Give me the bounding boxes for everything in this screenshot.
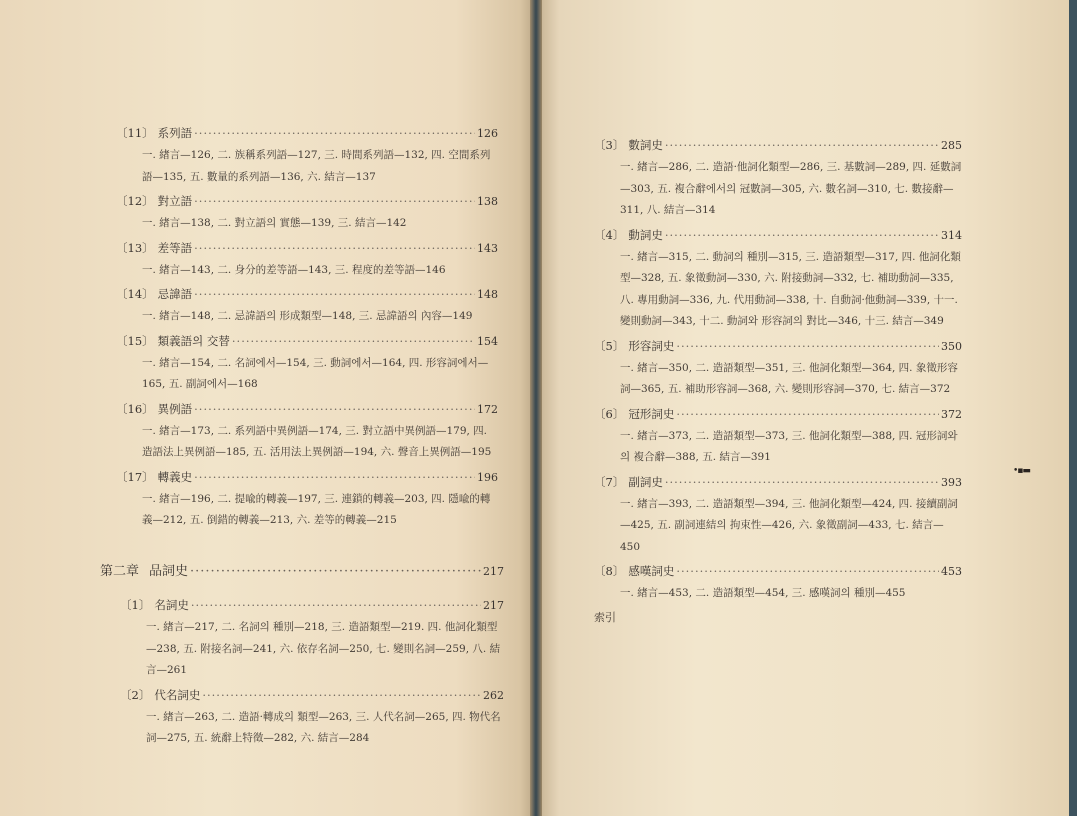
page-number: 138 xyxy=(477,195,498,208)
section-number: 〔17〕 xyxy=(116,469,154,484)
page-number: 154 xyxy=(477,334,498,348)
dot-leader xyxy=(676,403,939,425)
chapter-sections xyxy=(100,594,504,750)
section-title: 代名詞史 xyxy=(154,687,201,702)
page-number: 172 xyxy=(477,402,498,416)
dot-leader xyxy=(194,122,475,144)
index-label: 索引 xyxy=(594,610,616,624)
section-subitems: 一. 緖言—154, 二. 名詞에서—154, 三. 動詞에서—164, 四. 形容詞에서—165, 五. 副詞에서—168 xyxy=(142,356,489,390)
section-subitems: 一. 緖言—263, 二. 造語·轉成의 類型—263, 三. 人代名詞—265, 四. 物代名詞—275, 五. 統辭上特徵—282, 六. 結言—284 xyxy=(146,710,501,744)
section-subitems: 一. 緖言—173, 二. 系列語中異例語—174, 三. 對立語中異例語—179, 四. 造語法上異例語—185, 五. 活用法上異例語—194, 六. 聲音上異例語—195 xyxy=(142,424,492,458)
page-number: 372 xyxy=(941,407,962,421)
section-number: 〔14〕 xyxy=(116,287,154,301)
dot-leader xyxy=(665,134,939,156)
page-number: 148 xyxy=(477,288,498,301)
toc-entry-4 xyxy=(594,224,962,333)
toc-entry-1 xyxy=(120,594,504,682)
section-title: 數詞史 xyxy=(628,138,663,152)
dot-leader xyxy=(202,684,481,706)
section-number: 〔7〕 xyxy=(594,474,625,489)
section-number: 〔12〕 xyxy=(116,194,154,208)
page-number: 285 xyxy=(941,139,962,152)
dot-leader xyxy=(676,560,939,582)
toc-entry-17 xyxy=(116,466,498,532)
toc-entry-7 xyxy=(594,471,962,559)
section-number: 〔13〕 xyxy=(116,240,154,255)
page-number: 314 xyxy=(941,228,962,242)
section-title: 副詞史 xyxy=(628,474,663,489)
page-number: 350 xyxy=(941,339,962,353)
section-subitems: 一. 緖言—286, 二. 造語·他詞化類型—286, 三. 基數詞—289, 四. 延數詞—303, 五. 複合辭에서의 冠數詞—305, 六. 數名詞—310, 七. 數接辭—311, 八. 結言—314 xyxy=(620,161,962,216)
toc-entry-5 xyxy=(594,335,962,401)
page-number: 217 xyxy=(483,565,504,578)
section-title: 異例語 xyxy=(157,401,193,416)
section-number: 〔1〕 xyxy=(120,598,151,612)
section-subitems: 一. 緖言—196, 二. 提喩的轉義—197, 三. 連鎖的轉義—203, 四. 隱喩的轉義—212, 五. 倒錯的轉義—213, 六. 差等的轉義—215 xyxy=(142,492,491,526)
section-number: 〔15〕 xyxy=(116,333,154,348)
section-number: 〔4〕 xyxy=(594,227,625,242)
book-gutter xyxy=(530,0,542,816)
section-number: 〔11〕 xyxy=(116,126,154,140)
dot-leader xyxy=(665,224,939,246)
toc-entry-3 xyxy=(594,134,962,222)
dot-leader xyxy=(194,190,475,212)
toc-entry-8 xyxy=(594,560,962,605)
section-title: 對立語 xyxy=(157,194,193,208)
toc-entry-16 xyxy=(116,398,498,464)
dot-leader xyxy=(194,237,475,259)
toc-entry-14 xyxy=(116,283,498,328)
section-subitems: 一. 緖言—373, 二. 造語類型—373, 三. 他詞化類型—388, 四. 冠形詞와의 複合辭—388, 五. 結言—391 xyxy=(620,429,958,463)
section-title: 轉義史 xyxy=(157,469,193,484)
section-title: 名詞史 xyxy=(154,598,189,612)
dot-leader xyxy=(194,283,475,305)
page-number: 196 xyxy=(477,470,498,484)
toc-entry-13 xyxy=(116,237,498,282)
section-subitems: 一. 緖言—453, 二. 造語類型—454, 三. 感嘆詞의 種別—455 xyxy=(620,587,906,599)
page-number: 262 xyxy=(483,688,504,702)
section-number: 〔5〕 xyxy=(594,338,625,353)
toc-entry-15 xyxy=(116,330,498,396)
section-number: 〔6〕 xyxy=(594,406,625,421)
section-number: 〔3〕 xyxy=(594,138,625,152)
page-number: 453 xyxy=(941,565,962,578)
page-number: 143 xyxy=(477,241,498,255)
page-number: 217 xyxy=(483,599,504,612)
book-cover-edge xyxy=(1069,0,1077,816)
dot-leader xyxy=(194,398,475,420)
page-number: 126 xyxy=(477,127,498,140)
section-title: 感嘆詞史 xyxy=(628,564,675,578)
section-title: 忌諱語 xyxy=(157,287,193,301)
section-title: 系列語 xyxy=(157,126,193,140)
section-subitems: 一. 緖言—315, 二. 動詞의 種別—315, 三. 造語類型—317, 四. 他詞化類型—328, 五. 象徵動詞—330, 六. 附接動詞—332, 七. 補助動詞—335, 八. 專用動詞—336, 九. 代用動詞—338, 十. 自動詞·他動詞—339, 十一. 變則動詞—343, 十二. 動詞와 形容詞의 對比—346, 十三. 結言—349 xyxy=(620,250,961,327)
chapter-number: 第二章 xyxy=(100,564,140,579)
section-number: 〔16〕 xyxy=(116,401,154,416)
page-number: 393 xyxy=(941,475,962,489)
section-subitems: 一. 緖言—126, 二. 族稱系列語—127, 三. 時間系列語—132, 四. 空間系列語—135, 五. 數量的系列語—136, 六. 結言—137 xyxy=(142,149,491,183)
section-number: 〔8〕 xyxy=(594,564,625,578)
section-title: 差等語 xyxy=(157,240,193,255)
section-subitems: 一. 緖言—138, 二. 對立語의 實態—139, 三. 結言—142 xyxy=(142,217,407,229)
section-subitems: 一. 緖言—217, 二. 名詞의 種別—218, 三. 造語類型—219. 四. 他詞化類型—238, 五. 附接名詞—241, 六. 依存名詞—250, 七. 變則名詞—259, 八. 結言—261 xyxy=(146,621,501,676)
chapter-title: 品詞史 xyxy=(149,564,189,579)
toc-entry-6 xyxy=(594,403,962,469)
dot-leader xyxy=(676,335,939,357)
section-subitems: 一. 緖言—143, 二. 身分的差等語—143, 三. 程度的差等語—146 xyxy=(142,263,446,276)
section-number: 〔2〕 xyxy=(120,687,151,702)
section-subitems: 一. 緖言—393, 二. 造語類型—394, 三. 他詞化類型—424, 四. 接續副詞—425, 五. 副詞連結의 拘束性—426, 六. 象徵副詞—433, 七. 結言—450 xyxy=(620,497,958,553)
section-title: 動詞史 xyxy=(628,227,663,242)
dot-leader xyxy=(232,330,475,352)
dot-leader xyxy=(194,466,475,488)
right-toc xyxy=(594,134,962,629)
dot-leader xyxy=(190,560,481,584)
dot-leader xyxy=(665,471,939,493)
dot-leader xyxy=(191,594,481,616)
left-toc xyxy=(116,122,498,534)
toc-entry-2 xyxy=(120,684,504,750)
chapter-two-block xyxy=(100,560,504,752)
section-subitems: 一. 緖言—148, 二. 忌諱語의 形成類型—148, 三. 忌諱語의 內容—149 xyxy=(142,310,473,322)
section-title: 類義語의 交替 xyxy=(157,333,230,348)
chapter-heading xyxy=(100,560,504,584)
section-title: 冠形詞史 xyxy=(628,406,675,421)
ink-smudge-icon: •▪▬ xyxy=(1013,466,1030,476)
section-subitems: 一. 緖言—350, 二. 造語類型—351, 三. 他詞化類型—364, 四. 象徵形容詞—365, 五. 補助形容詞—368, 六. 變則形容詞—370, 七. 結言—372 xyxy=(620,361,958,395)
section-title: 形容詞史 xyxy=(628,338,675,353)
toc-entry-12 xyxy=(116,190,498,235)
toc-entry-11 xyxy=(116,122,498,188)
